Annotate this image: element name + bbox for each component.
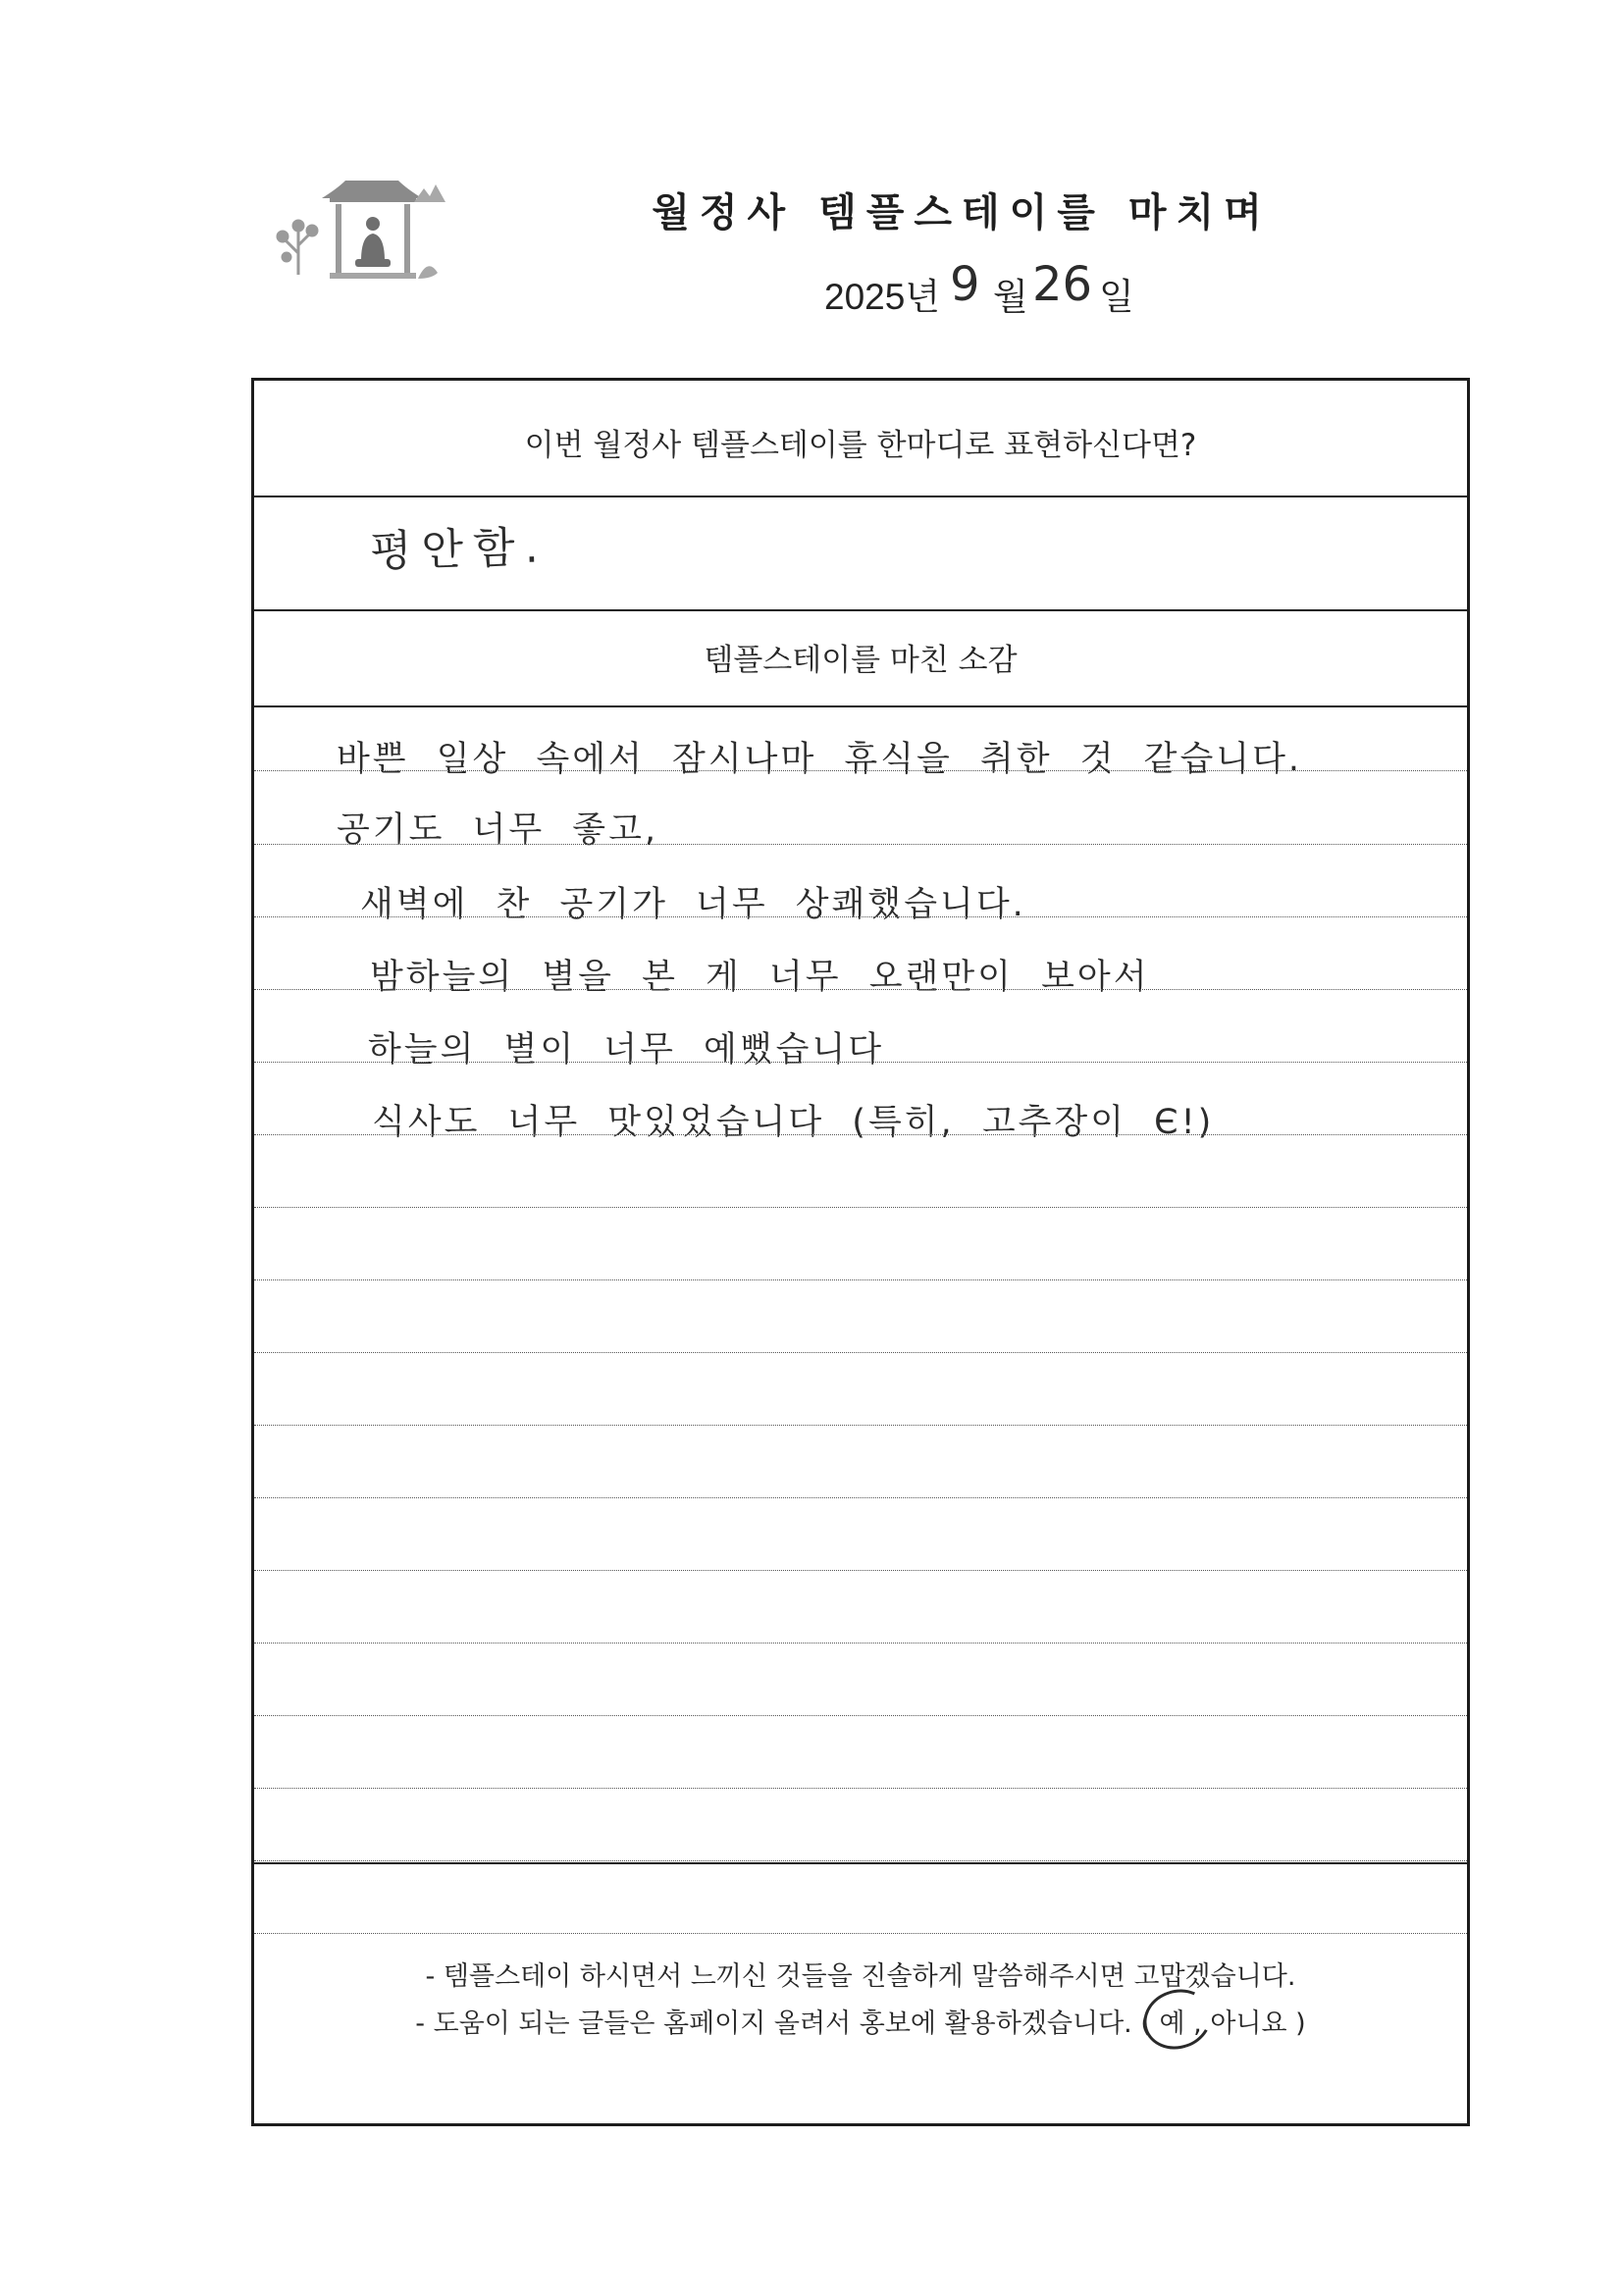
impressions-heading: 템플스테이를 마친 소감: [704, 643, 1018, 678]
date-month-handwritten: 9: [950, 257, 980, 312]
date-year-label: 2025년: [824, 277, 941, 317]
ruled-line: [254, 916, 1467, 917]
ruled-line: [254, 1279, 1467, 1280]
ruled-line: [254, 1715, 1467, 1716]
date-line: [775, 259, 1246, 318]
answer-handwritten: 평안함.: [369, 522, 550, 577]
divider: [254, 1862, 1467, 1864]
impression-line: 바쁜 일상 속에서 잠시나마 휴식을 취한 것 같습니다.: [337, 740, 1303, 779]
ruled-line: [254, 844, 1467, 845]
ruled-line: [254, 1134, 1467, 1135]
ruled-line: [254, 1062, 1467, 1063]
ruled-line: [254, 1933, 1467, 1934]
impression-line: 하늘의 별이 너무 예뻤습니다: [368, 1030, 885, 1070]
ruled-line: [254, 1570, 1467, 1571]
ruled-line: [254, 1788, 1467, 1789]
impression-line: 새벽에 찬 공기가 너무 상쾌했습니다.: [360, 885, 1026, 924]
question-prompt: 이번 월정사 템플스테이를 한마디로 표현하신다면?: [524, 428, 1197, 463]
ruled-line: [254, 1860, 1467, 1861]
consent-option-no[interactable]: 아니요: [1210, 2009, 1287, 2039]
temple-buddha-icon: [271, 175, 447, 285]
date-day-label: 일: [1099, 277, 1134, 317]
impression-line: 식사도 너무 맛있었습니다 (특히, 고추장이 Є!): [372, 1103, 1215, 1142]
consent-option-yes[interactable]: 예: [1159, 2002, 1184, 2040]
consent-separator: ,: [1193, 2009, 1211, 2039]
page-title: 월정사 템플스테이를 마치며: [652, 190, 1272, 235]
ruled-line: [254, 1352, 1467, 1353]
ruled-line: [254, 770, 1467, 771]
divider: [254, 496, 1467, 497]
date-month-label: 월: [993, 277, 1028, 317]
ruled-line: [254, 1425, 1467, 1426]
consent-prefix: - 도움이 되는 글들은 홈페이지 올려서 홍보에 활용하겠습니다. (: [415, 2009, 1151, 2039]
divider: [254, 705, 1467, 707]
ruled-line: [254, 1643, 1467, 1644]
impression-line: 공기도 너무 좋고,: [337, 810, 659, 850]
consent-suffix: ): [1295, 2009, 1306, 2039]
ruled-line: [254, 989, 1467, 990]
divider: [254, 609, 1467, 611]
date-day-handwritten: 26: [1032, 257, 1093, 312]
footer-note-honest: - 템플스테이 하시면서 느끼신 것들을 진솔하게 말씀해주시면 고맙겠습니다.: [425, 1961, 1296, 1992]
ruled-line: [254, 1497, 1467, 1498]
ruled-line: [254, 1207, 1467, 1208]
feedback-form: [251, 378, 1470, 2126]
impression-line: 밤하늘의 별을 본 게 너무 오랜만이 보아서: [370, 958, 1150, 997]
footer-note-consent: [254, 2002, 1467, 2040]
